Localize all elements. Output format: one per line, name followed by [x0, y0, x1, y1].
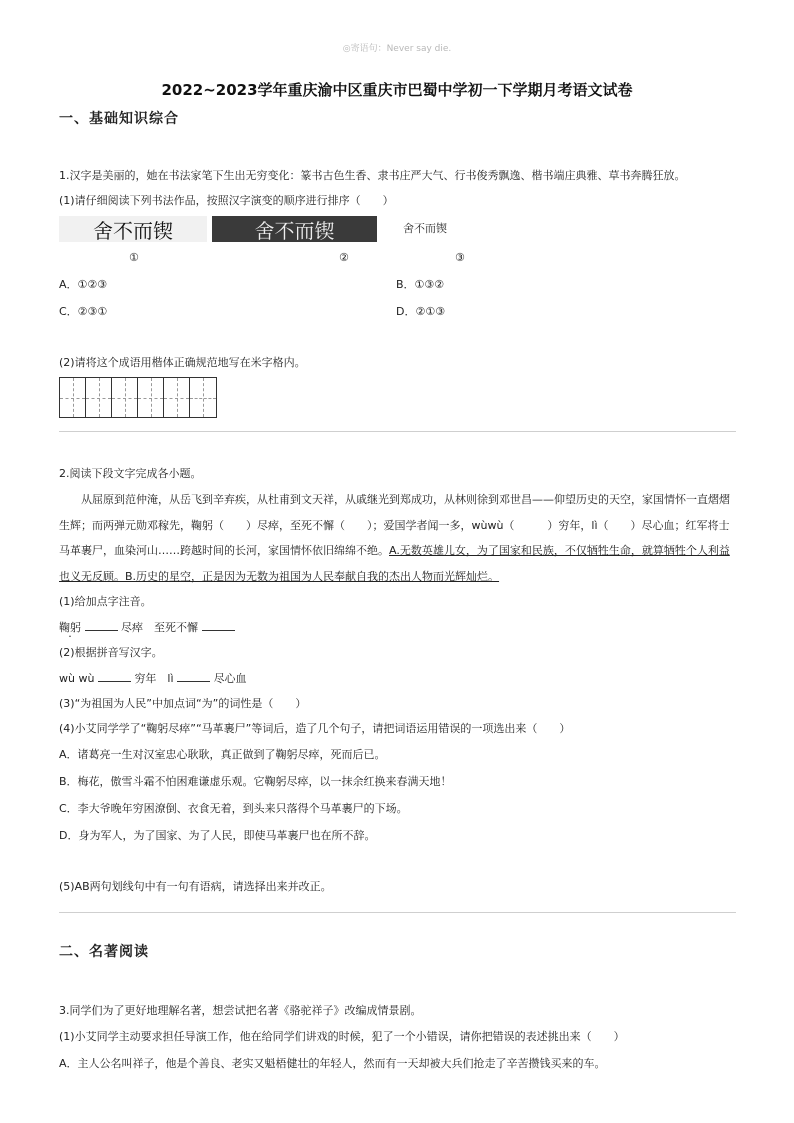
- q1-stem: 1.汉字是美丽的，她在书法家笔下生出无穷变化：篆书古色生香、隶书庄严大气、行书俊秀飘逸、楷书端庄典雅、草书奔腾狂放。: [59, 169, 686, 182]
- q2-stem: 2.阅读下段文字完成各小题。: [59, 467, 202, 480]
- grid-cell[interactable]: [138, 378, 164, 417]
- calligraphy-image-1: 舍不而锲: [59, 216, 207, 242]
- q1-sub1: (1)请仔细阅读下列书法作品，按照汉字演变的顺序进行排序（ ）: [59, 194, 394, 207]
- q1-option-d[interactable]: D．②①③: [396, 305, 446, 318]
- q2-passage: 从屈原到范仲淹，从岳飞到辛弃疾，从杜甫到文天祥，从戚继光到郑成功，从林则徐到邓世昌——仰望历史的天空，家国情怀一直熠熠生辉；而两弹元勋邓稼先，鞠躬（ ）尽瘁，至死不懈（ ）；爱国学者闻一多，wùwù（ ）穷年，lì（ ）尽心血；红军将士马革裹尸，血染河山……跨越时间的长河，家国情怀依旧绵绵不绝。A.无数英雄儿女，为了国家和民族，不仅牺牲生命，就算牺牲个人利益也义无反顾。B.历史的星空，正是因为无数为祖国为人民奉献自我的杰出人物而光辉灿烂。: [59, 493, 730, 583]
- answer-blank[interactable]: [85, 620, 118, 631]
- q1-option-b[interactable]: B．①③②: [396, 278, 445, 291]
- mi-grid[interactable]: [59, 377, 217, 418]
- pinyin-wuwu: wù wù: [59, 672, 95, 685]
- header-motto: ◎寄语句：Never say die.: [342, 44, 452, 54]
- q3-option-a[interactable]: A．主人公名叫祥子，他是个善良、老实又魁梧健壮的年轻人，然而有一天却被大兵们抢走了辛苦攒钱买来的车。: [59, 1057, 606, 1070]
- word-jincui: 尽瘁 至死不懈: [121, 621, 198, 634]
- section-heading-basics: 一、基础知识综合: [59, 111, 179, 127]
- q1-sub2: (2)请将这个成语用楷体正确规范地写在米字格内。: [59, 356, 306, 369]
- grid-cell[interactable]: [60, 378, 86, 417]
- section-heading-classics: 二、名著阅读: [59, 944, 149, 960]
- q1-option-c[interactable]: C．②③①: [59, 305, 108, 318]
- q1-option-a[interactable]: A．①②③: [59, 278, 108, 291]
- q3-sub1: (1)小艾同学主动要求担任导演工作，他在给同学们讲戏的时候，犯了一个小错误，请你把错误的表述挑出来（ ）: [59, 1030, 625, 1043]
- q3-stem: 3.同学们为了更好地理解名著，想尝试把名著《骆驼祥子》改编成情景剧。: [59, 1004, 422, 1017]
- page-title: 2022~2023学年重庆渝中区重庆市巴蜀中学初一下学期月考语文试卷: [161, 81, 633, 99]
- calligraphy-image-2: 舍不而锲: [212, 216, 377, 242]
- underline-sentence-a: A.无数英雄儿女，为了国家和民族，不仅牺牲生命，就算牺牲个人利益也义无反顾。: [59, 544, 730, 583]
- word-jinxinxue: 尽心血: [213, 672, 247, 685]
- label-num-3: ③: [455, 251, 465, 264]
- q2-sub5: (5)AB两句划线句中有一句有语病，请选择出来并改正。: [59, 880, 332, 893]
- grid-cell[interactable]: [86, 378, 112, 417]
- q2-sub4: (4)小艾同学学了“鞠躬尽瘁”“马革裹尸”等词后，造了几个句子，请把词语运用错误的一项选出来（ ）: [59, 722, 571, 735]
- q2-option-c[interactable]: C．李大爷晚年穷困潦倒、衣食无着，到头来只落得个马革裹尸的下场。: [59, 802, 408, 815]
- calligraphy-text-3: 舍不而锲: [403, 222, 447, 235]
- grid-cell[interactable]: [190, 378, 216, 417]
- q2-option-a[interactable]: A．诸葛亮一生对汉室忠心耿耿，真正做到了鞠躬尽瘁，死而后已。: [59, 748, 386, 761]
- q2-sub1-line: [59, 620, 235, 635]
- pinyin-li: 穷年 lì: [134, 672, 174, 685]
- grid-cell[interactable]: [112, 378, 138, 417]
- q2-option-b[interactable]: B．梅花，傲雪斗霜不怕困难谦虚乐观。它鞠躬尽瘁，以一抹余红换来春满天地！: [59, 775, 452, 788]
- q2-sub2-line: [59, 671, 247, 686]
- label-num-2: ②: [339, 251, 349, 264]
- grid-cell[interactable]: [164, 378, 190, 417]
- q2-sub3: (3)“为祖国为人民”中加点词“为”的词性是（ ）: [59, 697, 307, 710]
- answer-blank[interactable]: [202, 620, 235, 631]
- divider: [59, 431, 736, 432]
- q2-option-d[interactable]: D．身为军人，为了国家、为了人民，即使马革裹尸也在所不辞。: [59, 829, 376, 842]
- word-jugong: 鞠躬: [59, 621, 81, 634]
- q2-sub2: (2)根据拼音写汉字。: [59, 646, 163, 659]
- underline-sentence-b: B.历史的星空，正是因为无数为祖国为人民奉献自我的杰出人物而光辉灿烂。: [125, 569, 500, 583]
- answer-blank[interactable]: [98, 671, 131, 682]
- answer-blank[interactable]: [177, 671, 210, 682]
- divider: [59, 912, 736, 913]
- q2-sub1: (1)给加点字注音。: [59, 595, 152, 608]
- label-num-1: ①: [129, 251, 139, 264]
